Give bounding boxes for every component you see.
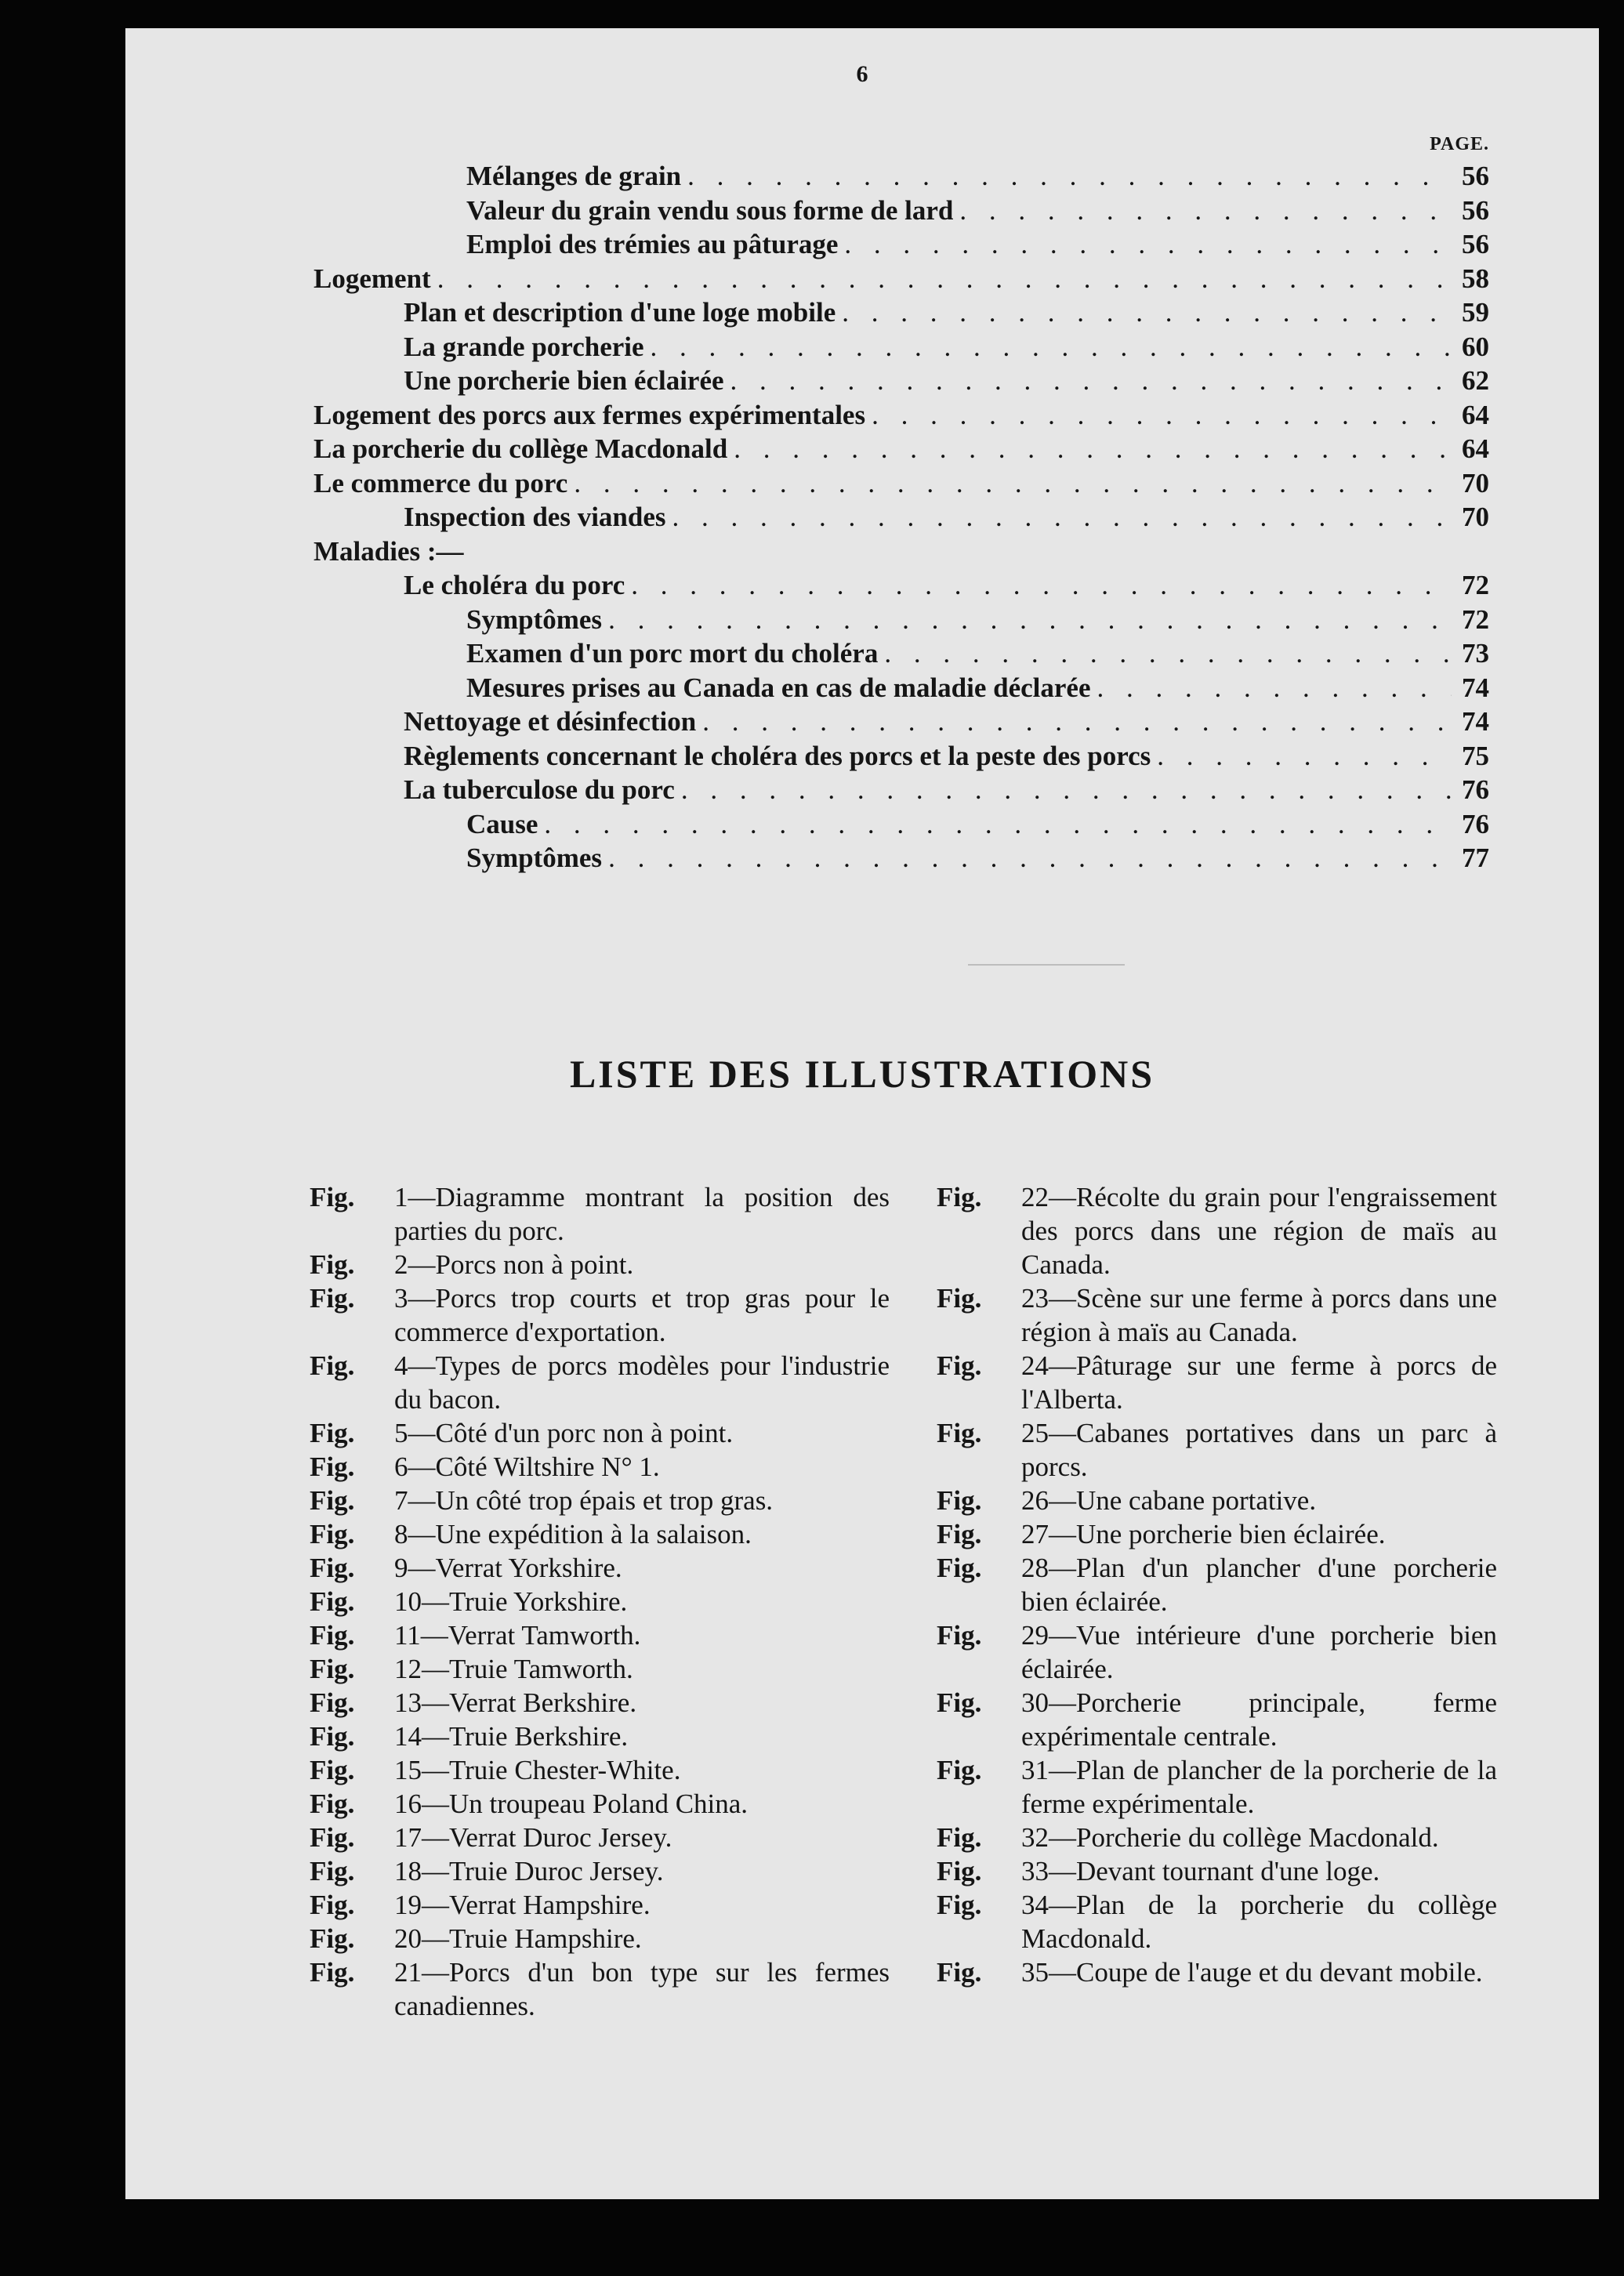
illustrations-left-column — [310, 1180, 890, 2023]
figure-label: Fig. — [937, 1856, 982, 1886]
figure-list-item — [310, 1686, 890, 1720]
figure-list-item — [310, 1484, 890, 1517]
figure-list-item — [937, 1281, 1497, 1349]
figure-label: Fig. — [310, 1721, 355, 1752]
toc-entry-label: Cause — [466, 808, 538, 839]
toc-entry-page: 75 — [1462, 740, 1489, 771]
toc-entry-page: 74 — [1462, 672, 1489, 703]
figure-label: Fig. — [310, 1182, 355, 1212]
figure-label: Fig. — [310, 1485, 355, 1516]
figure-caption: 5—Côté d'un porc non à point. — [394, 1418, 734, 1448]
toc-entry-page: 77 — [1462, 843, 1489, 873]
toc-entry-label: La porcherie du collège Macdonald — [314, 433, 728, 464]
figure-list-item — [310, 1787, 890, 1821]
toc-entry — [314, 263, 1489, 298]
toc-entry-page: 60 — [1462, 331, 1489, 362]
toc-entry — [314, 570, 1489, 604]
figure-caption: 20—Truie Hampshire. — [394, 1923, 642, 1954]
toc-entry-page: 76 — [1462, 808, 1489, 839]
toc-leader-dots — [1157, 741, 1452, 772]
figure-label: Fig. — [310, 1519, 355, 1549]
figure-caption: 21—Porcs d'un bon type sur les fermes canadiennes. — [394, 1957, 890, 2021]
toc-entry-label: Mesures prises au Canada en cas de maladie déclarée — [466, 672, 1091, 703]
figure-caption: 13—Verrat Berkshire. — [394, 1687, 637, 1718]
figure-caption: 10—Truie Yorkshire. — [394, 1586, 628, 1617]
figure-label: Fig. — [310, 1789, 355, 1819]
figure-label: Fig. — [310, 1890, 355, 1920]
figure-caption: 15—Truie Chester-White. — [394, 1755, 681, 1785]
figure-label: Fig. — [937, 1553, 982, 1583]
figure-list-item — [310, 1922, 890, 1955]
toc-leader-dots — [608, 843, 1452, 874]
figure-list-item — [937, 1854, 1497, 1888]
toc-entry-label: Inspection des viandes — [404, 502, 666, 532]
toc-entry — [314, 161, 1489, 195]
figure-list-item — [310, 1248, 890, 1281]
figure-caption: 28—Plan d'un plancher d'une porcherie bien éclairée. — [1021, 1553, 1497, 1617]
toc-entry — [314, 809, 1489, 843]
figure-list-item — [937, 1484, 1497, 1517]
figure-caption: 7—Un côté trop épais et trop gras. — [394, 1485, 774, 1516]
figure-caption: 2—Porcs non à point. — [394, 1249, 634, 1280]
toc-entry — [314, 604, 1489, 639]
figure-list-item — [310, 1955, 890, 2023]
figure-list-item — [310, 1551, 890, 1585]
figure-label: Fig. — [310, 1654, 355, 1684]
toc-entry-page: 73 — [1462, 638, 1489, 669]
toc-leader-dots — [672, 502, 1452, 533]
figure-list-item — [310, 1652, 890, 1686]
figure-list-item — [310, 1888, 890, 1922]
table-of-contents — [314, 134, 1489, 877]
figure-list-item — [937, 1888, 1497, 1955]
figure-caption: 19—Verrat Hampshire. — [394, 1890, 651, 1920]
page-number: 6 — [856, 61, 868, 87]
toc-leader-dots — [844, 229, 1452, 260]
toc-leader-dots — [687, 161, 1452, 192]
figure-label: Fig. — [937, 1822, 982, 1853]
figure-list-item — [310, 1180, 890, 1248]
toc-entry-label: Logement — [314, 263, 431, 294]
toc-entry-label: Emploi des trémies au pâturage — [466, 229, 839, 259]
toc-entry-label: La grande porcherie — [404, 331, 644, 362]
toc-entry-page: 72 — [1462, 603, 1489, 635]
toc-entry-label: Le choléra du porc — [404, 570, 625, 600]
toc-entry-label: Nettoyage et désinfection — [404, 706, 697, 737]
toc-entry-page: 76 — [1462, 774, 1489, 805]
toc-leader-dots — [574, 468, 1452, 499]
toc-entry-page: 58 — [1462, 263, 1489, 294]
figure-label: Fig. — [937, 1755, 982, 1785]
figure-caption: 11—Verrat Tamworth. — [394, 1620, 641, 1651]
toc-entry-label: Plan et description d'une loge mobile — [404, 297, 836, 328]
figure-caption: 32—Porcherie du collège Macdonald. — [1021, 1822, 1439, 1853]
figure-caption: 26—Une cabane portative. — [1021, 1485, 1317, 1516]
toc-entry-page: 64 — [1462, 399, 1489, 430]
figure-label: Fig. — [937, 1620, 982, 1651]
figure-caption: 3—Porcs trop courts et trop gras pour le commerce d'exportation. — [394, 1283, 890, 1347]
figure-caption: 23—Scène sur une ferme à porcs dans une région à maïs au Canada. — [1021, 1283, 1497, 1347]
toc-entry-page: 56 — [1462, 161, 1489, 191]
figure-list-item — [937, 1416, 1497, 1484]
toc-entry-label: Symptômes — [466, 603, 603, 635]
figure-label: Fig. — [310, 1283, 355, 1314]
toc-entry-label: Mélanges de grain — [466, 161, 682, 191]
toc-entry-page: 64 — [1462, 433, 1489, 464]
figure-label: Fig. — [310, 1620, 355, 1651]
figure-list-item — [937, 1753, 1497, 1821]
figure-list-item — [310, 1821, 890, 1854]
toc-entry-label: Symptômes — [466, 843, 603, 873]
toc-leader-dots — [702, 706, 1452, 738]
toc-entry-label: Une porcherie bien éclairée — [404, 365, 724, 396]
toc-entry — [314, 502, 1489, 536]
figure-caption: 8—Une expédition à la salaison. — [394, 1519, 752, 1549]
toc-leader-dots — [437, 263, 1452, 295]
toc-entry — [314, 229, 1489, 263]
toc-entry — [314, 638, 1489, 672]
figure-caption: 14—Truie Berkshire. — [394, 1721, 629, 1752]
figure-caption: 31—Plan de plancher de la porcherie de la ferme expérimentale. — [1021, 1755, 1497, 1819]
toc-entry — [314, 400, 1489, 434]
toc-leader-dots — [884, 638, 1452, 669]
toc-entry — [314, 774, 1489, 809]
figure-label: Fig. — [937, 1485, 982, 1516]
figure-caption: 6—Côté Wiltshire N° 1. — [394, 1451, 660, 1482]
figure-caption: 30—Porcherie principale, ferme expérimentale centrale. — [1021, 1687, 1497, 1752]
figure-caption: 33—Devant tournant d'une loge. — [1021, 1856, 1380, 1886]
toc-leader-dots — [842, 297, 1452, 328]
toc-entry — [314, 706, 1489, 741]
figure-list-item — [937, 1517, 1497, 1551]
figure-list-item — [310, 1854, 890, 1888]
toc-page-header: PAGE. — [1430, 134, 1489, 154]
toc-leader-dots — [544, 809, 1452, 840]
toc-entry — [314, 741, 1489, 775]
figure-label: Fig. — [310, 1923, 355, 1954]
toc-entry-label: Examen d'un porc mort du choléra — [466, 638, 879, 669]
toc-entry-page: 74 — [1462, 706, 1489, 737]
figure-caption: 17—Verrat Duroc Jersey. — [394, 1822, 672, 1853]
toc-entries — [314, 161, 1489, 877]
figure-caption: 18—Truie Duroc Jersey. — [394, 1856, 664, 1886]
figure-list-item — [310, 1720, 890, 1753]
figure-caption: 29—Vue intérieure d'une porcherie bien éclairée. — [1021, 1620, 1497, 1684]
figure-list-item — [310, 1753, 890, 1787]
figure-label: Fig. — [310, 1687, 355, 1718]
figure-list-item — [310, 1618, 890, 1652]
illustrations-right-column — [937, 1180, 1497, 1989]
figure-label: Fig. — [310, 1586, 355, 1617]
figure-list-item — [310, 1517, 890, 1551]
toc-leader-dots — [734, 433, 1452, 465]
figure-list-item — [310, 1585, 890, 1618]
toc-leader-dots — [872, 400, 1452, 431]
figure-caption: 25—Cabanes portatives dans un parc à porcs. — [1021, 1418, 1497, 1482]
toc-leader-dots — [608, 604, 1452, 636]
toc-entry-label: Règlements concernant le choléra des porcs et la peste des porcs — [404, 740, 1151, 771]
figure-label: Fig. — [310, 1755, 355, 1785]
toc-entry-page: 70 — [1462, 502, 1489, 532]
figure-label: Fig. — [310, 1249, 355, 1280]
toc-entry — [314, 672, 1489, 707]
figure-caption: 27—Une porcherie bien éclairée. — [1021, 1519, 1386, 1549]
toc-entry — [314, 195, 1489, 230]
toc-entry-page: 70 — [1462, 467, 1489, 498]
figure-label: Fig. — [937, 1182, 982, 1212]
document-page — [125, 28, 1599, 2199]
figure-list-item — [937, 1955, 1497, 1989]
figure-caption: 4—Types de porcs modèles pour l'industrie du bacon. — [394, 1350, 890, 1415]
toc-entry — [314, 365, 1489, 400]
toc-entry-label: Valeur du grain vendu sous forme de lard — [466, 194, 954, 226]
toc-entry-page: 56 — [1462, 229, 1489, 259]
figure-list-item — [310, 1416, 890, 1450]
figure-caption: 9—Verrat Yorkshire. — [394, 1553, 622, 1583]
figure-list-item — [937, 1180, 1497, 1281]
figure-label: Fig. — [310, 1553, 355, 1583]
toc-entry-page: 62 — [1462, 365, 1489, 396]
figure-label: Fig. — [937, 1519, 982, 1549]
toc-entry-page: 56 — [1462, 194, 1489, 226]
figure-list-item — [937, 1551, 1497, 1618]
illustrations-title: LISTE DES ILLUSTRATIONS — [569, 1052, 1155, 1096]
toc-leader-dots — [651, 332, 1452, 363]
figure-label: Fig. — [310, 1418, 355, 1448]
figure-caption: 12—Truie Tamworth. — [394, 1654, 633, 1684]
figure-list-item — [937, 1686, 1497, 1753]
figure-label: Fig. — [310, 1957, 355, 1988]
figure-list-item — [310, 1450, 890, 1484]
figure-list-item — [937, 1821, 1497, 1854]
toc-entry-label: La tuberculose du porc — [404, 774, 675, 805]
figure-caption: 34—Plan de la porcherie du collège Macdonald. — [1021, 1890, 1497, 1954]
toc-entry-page: 59 — [1462, 297, 1489, 328]
figure-label: Fig. — [310, 1451, 355, 1482]
figure-caption: 24—Pâturage sur une ferme à porcs de l'Alberta. — [1021, 1350, 1497, 1415]
figure-label: Fig. — [937, 1283, 982, 1314]
figure-label: Fig. — [937, 1957, 982, 1988]
figure-label: Fig. — [937, 1350, 982, 1381]
toc-entry — [314, 332, 1489, 366]
toc-leader-dots — [1097, 672, 1452, 704]
figure-caption: 35—Coupe de l'auge et du devant mobile. — [1021, 1957, 1483, 1988]
figure-caption: 16—Un troupeau Poland China. — [394, 1789, 749, 1819]
toc-leader-dots — [959, 195, 1452, 227]
figure-label: Fig. — [310, 1350, 355, 1381]
figure-caption: 22—Récolte du grain pour l'engraissement des porcs dans une région de maïs au Canada. — [1021, 1182, 1497, 1280]
figure-label: Fig. — [937, 1418, 982, 1448]
toc-entry-page: 72 — [1462, 570, 1489, 600]
figure-label: Fig. — [310, 1856, 355, 1886]
toc-leader-dots — [631, 570, 1452, 601]
figure-label: Fig. — [937, 1687, 982, 1718]
toc-entry-label: Le commerce du porc — [314, 467, 568, 498]
figure-list-item — [310, 1281, 890, 1349]
figure-label: Fig. — [937, 1890, 982, 1920]
figure-list-item — [310, 1349, 890, 1416]
figure-caption: 1—Diagramme montrant la position des parties du porc. — [394, 1182, 890, 1246]
toc-leader-dots — [681, 774, 1452, 806]
toc-leader-dots — [730, 365, 1452, 397]
toc-entry — [314, 297, 1489, 332]
section-divider — [968, 964, 1125, 966]
toc-entry — [314, 433, 1489, 468]
figure-list-item — [937, 1618, 1497, 1686]
toc-entry — [314, 536, 1489, 571]
toc-entry-label: Logement des porcs aux fermes expérimentales — [314, 399, 866, 430]
figure-label: Fig. — [310, 1822, 355, 1853]
toc-entry — [314, 468, 1489, 502]
toc-entry-label: Maladies :— — [314, 535, 464, 567]
figure-list-item — [937, 1349, 1497, 1416]
toc-entry — [314, 843, 1489, 877]
